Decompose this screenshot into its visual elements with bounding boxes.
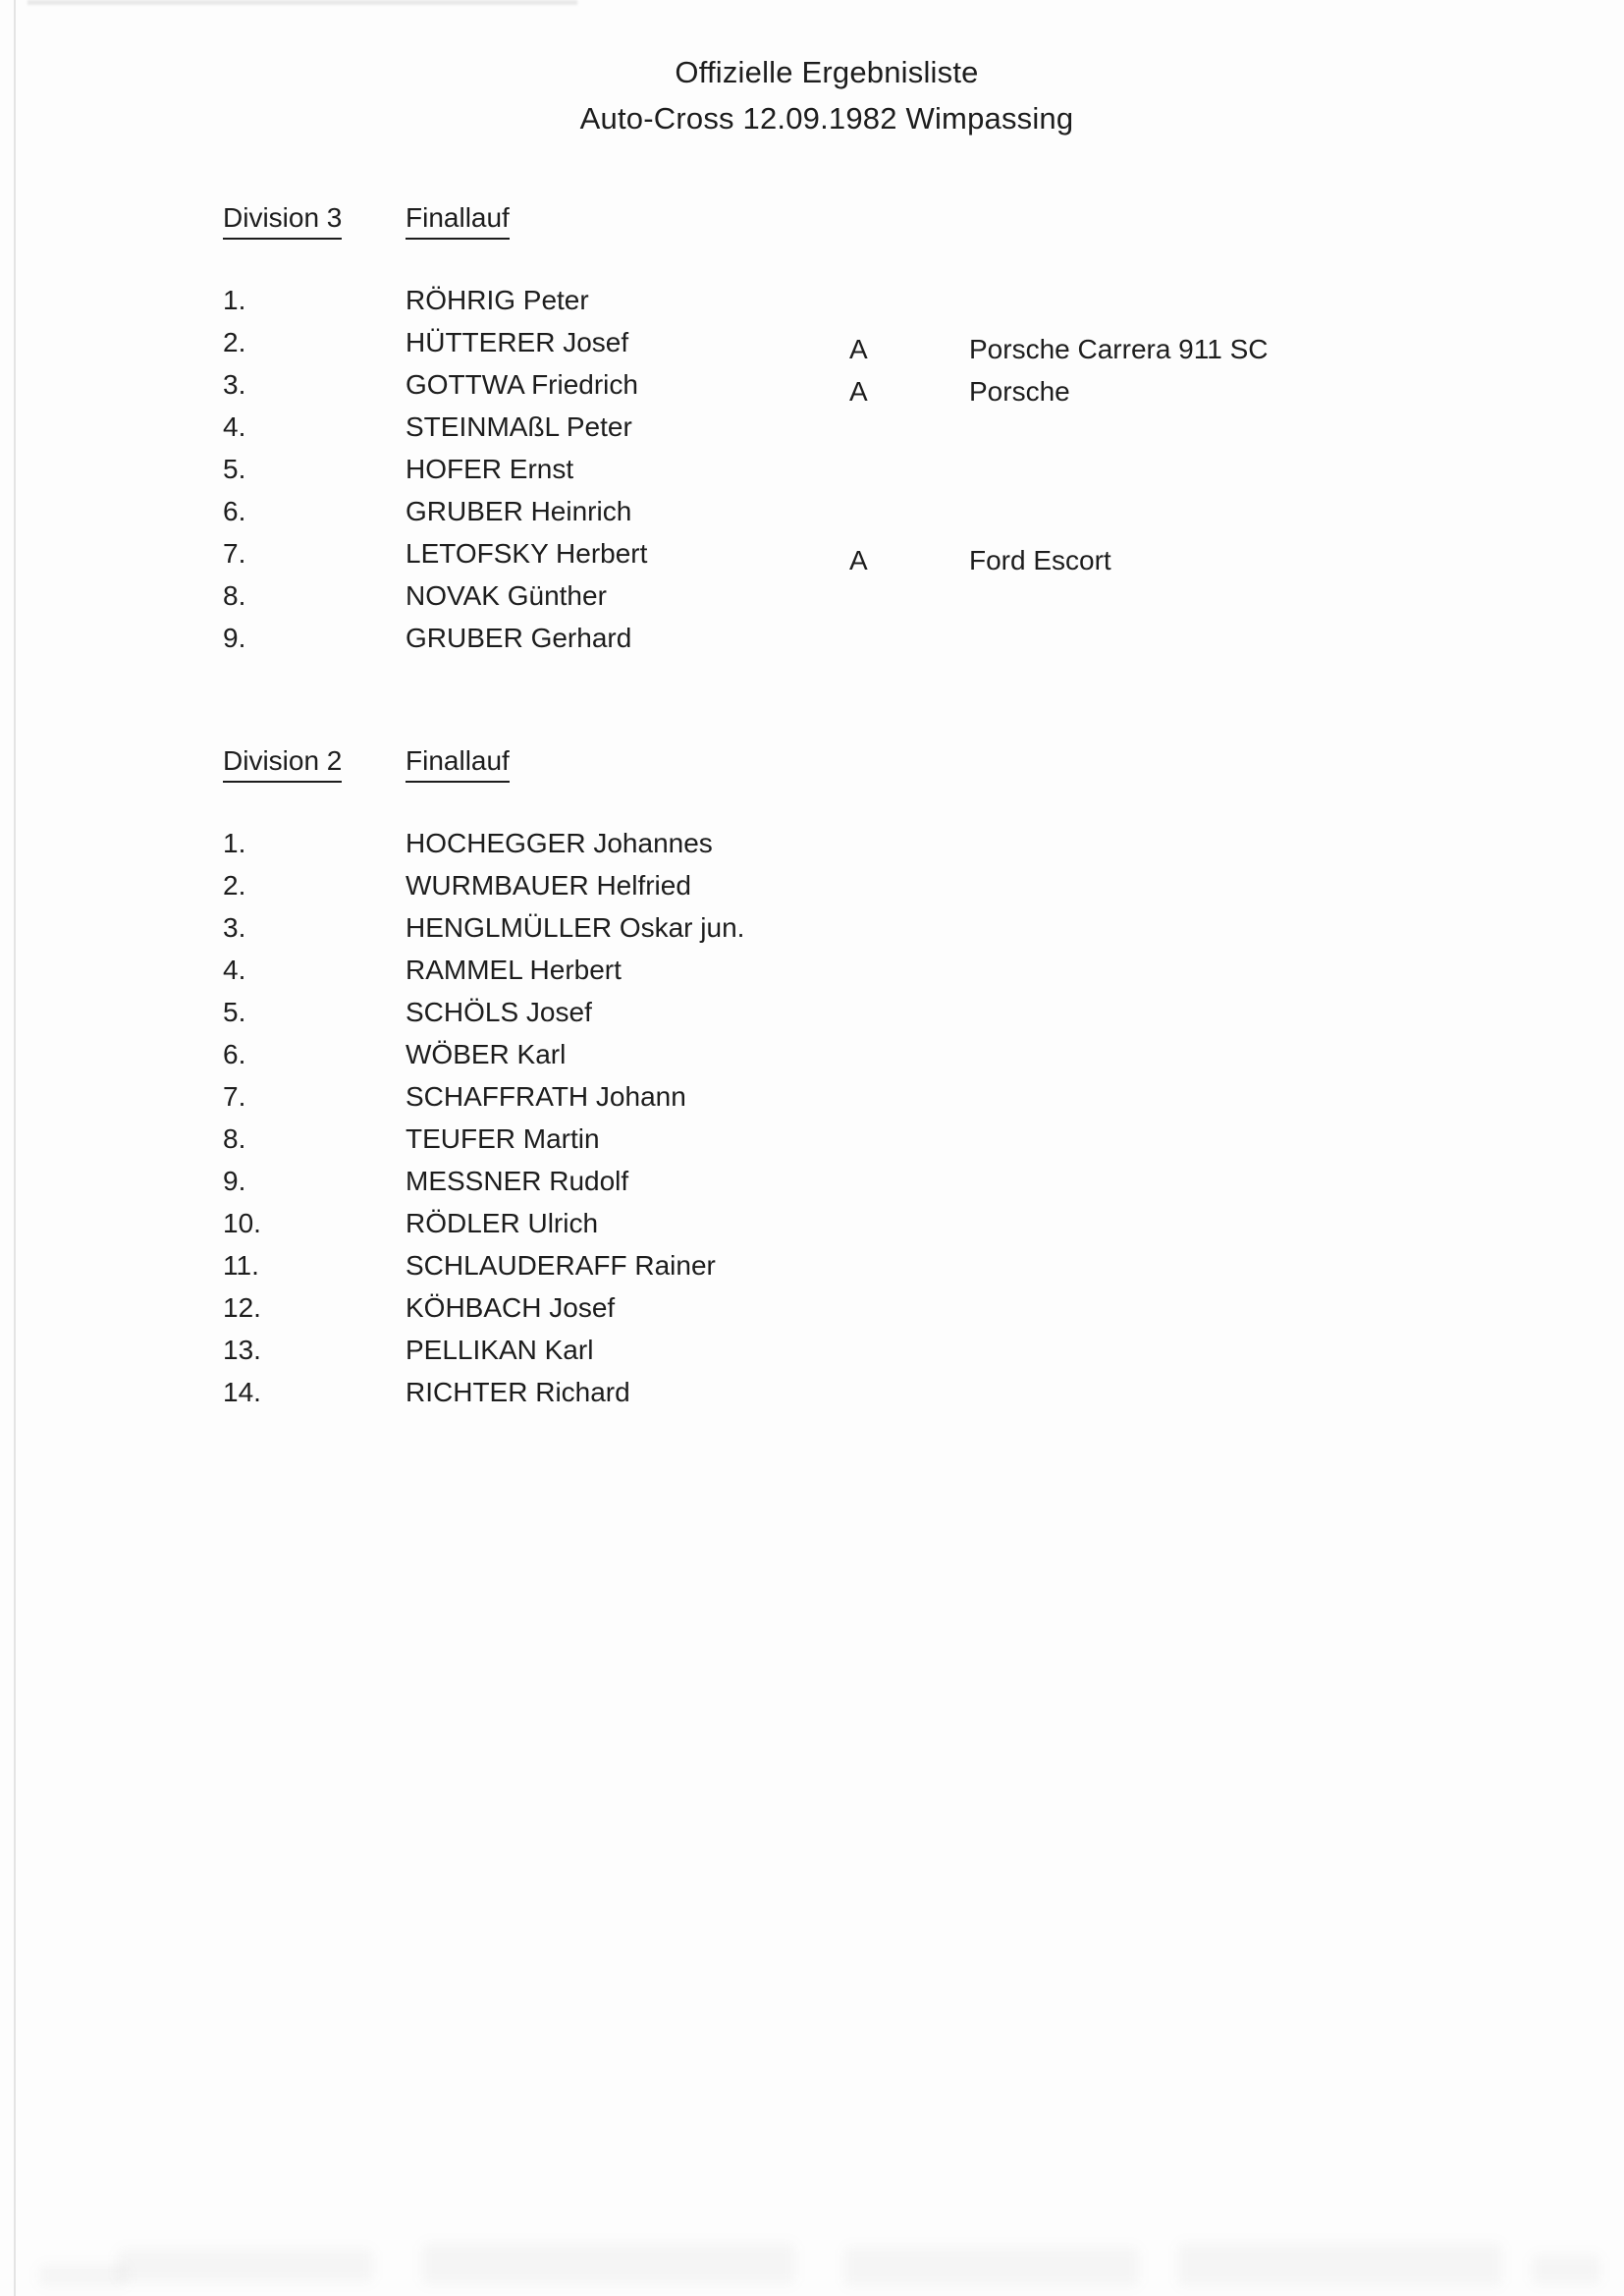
driver-name: MESSNER Rudolf	[406, 1166, 629, 1196]
class-letter	[849, 956, 969, 998]
driver-name: RÖHRIG Peter	[406, 285, 589, 315]
class-letter: A	[849, 376, 868, 407]
scan-artifact	[118, 2249, 373, 2282]
car-model	[969, 1336, 1624, 1378]
result-row	[223, 1244, 1624, 1286]
class-letter	[849, 871, 969, 913]
class-letter	[849, 1124, 969, 1167]
car-model	[969, 497, 1624, 539]
class-letter	[849, 1378, 969, 1420]
position-number: 2.	[223, 870, 246, 901]
driver-name: HOFER Ernst	[406, 454, 574, 484]
scan-artifact	[1178, 2243, 1502, 2286]
position-number: 13.	[223, 1335, 261, 1365]
result-row	[223, 1160, 1624, 1202]
car-model	[969, 624, 1624, 666]
position-number: 7.	[223, 1081, 246, 1112]
scan-artifact	[1532, 2255, 1600, 2284]
car-model: Porsche	[969, 376, 1070, 407]
result-row	[223, 406, 1624, 448]
result-row	[223, 906, 1624, 949]
position-number: 4.	[223, 411, 246, 442]
car-model	[969, 581, 1624, 624]
class-letter	[849, 286, 969, 328]
result-row	[223, 1075, 1624, 1118]
car-model	[969, 1209, 1624, 1251]
position-number: 3.	[223, 912, 246, 943]
division-heading: Division 3	[223, 202, 342, 240]
class-letter	[849, 581, 969, 624]
results-sections	[223, 202, 1624, 1413]
result-row	[223, 822, 1624, 864]
driver-name: RÖDLER Ulrich	[406, 1208, 599, 1238]
division-section	[223, 745, 1624, 1413]
class-letter: A	[849, 545, 868, 575]
driver-name: RAMMEL Herbert	[406, 955, 622, 985]
class-letter	[849, 913, 969, 956]
scan-edge-line	[14, 0, 16, 2296]
car-model: Porsche Carrera 911 SC	[969, 334, 1269, 364]
driver-name: HOCHEGGER Johannes	[406, 828, 713, 858]
class-letter	[849, 1336, 969, 1378]
driver-name: KÖHBACH Josef	[406, 1292, 616, 1323]
class-letter	[849, 829, 969, 871]
car-model	[969, 998, 1624, 1040]
scan-artifact	[844, 2247, 1139, 2286]
result-row	[223, 1371, 1624, 1413]
race-heading: Finallauf	[406, 202, 510, 240]
class-letter	[849, 624, 969, 666]
position-number: 9.	[223, 623, 246, 653]
car-model: Ford Escort	[969, 545, 1111, 575]
car-model	[969, 871, 1624, 913]
scan-artifact	[27, 0, 577, 5]
result-row	[223, 363, 1624, 406]
position-number: 1.	[223, 828, 246, 858]
driver-name: GOTTWA Friedrich	[406, 369, 638, 400]
result-row	[223, 321, 1624, 363]
class-letter: A	[849, 334, 868, 364]
result-row	[223, 490, 1624, 532]
position-number: 2.	[223, 327, 246, 357]
car-model	[969, 956, 1624, 998]
car-model	[969, 913, 1624, 956]
class-letter	[849, 412, 969, 455]
position-number: 9.	[223, 1166, 246, 1196]
driver-name: SCHLAUDERAFF Rainer	[406, 1250, 716, 1281]
car-model	[969, 455, 1624, 497]
result-row	[223, 1202, 1624, 1244]
driver-name: LETOFSKY Herbert	[406, 538, 648, 569]
car-model	[969, 1082, 1624, 1124]
division-heading-slot	[223, 745, 406, 783]
result-row	[223, 574, 1624, 617]
driver-name: NOVAK Günther	[406, 580, 607, 611]
car-model	[969, 1124, 1624, 1167]
car-model	[969, 286, 1624, 328]
result-row	[223, 1329, 1624, 1371]
position-number: 1.	[223, 285, 246, 315]
position-number: 12.	[223, 1292, 261, 1323]
result-rows	[223, 279, 1624, 659]
document-title	[0, 0, 1624, 141]
class-letter	[849, 1082, 969, 1124]
driver-name: HENGLMÜLLER Oskar jun.	[406, 912, 745, 943]
race-heading: Finallauf	[406, 745, 510, 783]
driver-name: GRUBER Gerhard	[406, 623, 632, 653]
position-number: 14.	[223, 1377, 261, 1407]
result-row	[223, 448, 1624, 490]
car-model	[969, 1378, 1624, 1420]
position-number: 6.	[223, 496, 246, 526]
class-letter	[849, 1040, 969, 1082]
result-row	[223, 617, 1624, 659]
result-row	[223, 991, 1624, 1033]
result-row	[223, 1286, 1624, 1329]
class-letter	[849, 497, 969, 539]
driver-name: SCHAFFRATH Johann	[406, 1081, 686, 1112]
car-model	[969, 412, 1624, 455]
driver-name: RICHTER Richard	[406, 1377, 630, 1407]
driver-name: SCHÖLS Josef	[406, 997, 592, 1027]
result-row	[223, 949, 1624, 991]
result-row	[223, 864, 1624, 906]
driver-name: TEUFER Martin	[406, 1123, 600, 1154]
car-model	[969, 1167, 1624, 1209]
car-model	[969, 829, 1624, 871]
class-letter	[849, 1167, 969, 1209]
position-number: 3.	[223, 369, 246, 400]
result-row	[223, 279, 1624, 321]
car-model	[969, 1040, 1624, 1082]
title-line2: Auto-Cross 12.09.1982 Wimpassing	[579, 101, 1074, 136]
position-number: 7.	[223, 538, 246, 569]
driver-name: STEINMAßL Peter	[406, 411, 632, 442]
position-number: 10.	[223, 1208, 261, 1238]
class-letter	[849, 455, 969, 497]
position-number: 5.	[223, 454, 246, 484]
division-heading: Division 2	[223, 745, 342, 783]
driver-name: GRUBER Heinrich	[406, 496, 632, 526]
car-model	[969, 1251, 1624, 1293]
position-number: 6.	[223, 1039, 246, 1069]
title-line1: Offizielle Ergebnisliste	[675, 55, 979, 89]
class-letter	[849, 1209, 969, 1251]
result-row	[223, 532, 1624, 574]
position-number: 4.	[223, 955, 246, 985]
section-heading	[223, 745, 1624, 783]
result-row	[223, 1118, 1624, 1160]
driver-name: WÖBER Karl	[406, 1039, 567, 1069]
class-letter	[849, 1251, 969, 1293]
position-number: 8.	[223, 580, 246, 611]
driver-name: WURMBAUER Helfried	[406, 870, 691, 901]
scan-artifact	[422, 2243, 795, 2284]
result-rows	[223, 822, 1624, 1413]
car-model	[969, 1293, 1624, 1336]
scan-artifact	[39, 2265, 128, 2286]
section-heading	[223, 202, 1624, 240]
position-number: 5.	[223, 997, 246, 1027]
division-heading-slot	[223, 202, 406, 240]
class-letter	[849, 1293, 969, 1336]
position-number: 11.	[223, 1250, 259, 1281]
driver-name: PELLIKAN Karl	[406, 1335, 594, 1365]
position-number: 8.	[223, 1123, 246, 1154]
driver-name: HÜTTERER Josef	[406, 327, 629, 357]
class-letter	[849, 998, 969, 1040]
result-row	[223, 1033, 1624, 1075]
division-section	[223, 202, 1624, 659]
